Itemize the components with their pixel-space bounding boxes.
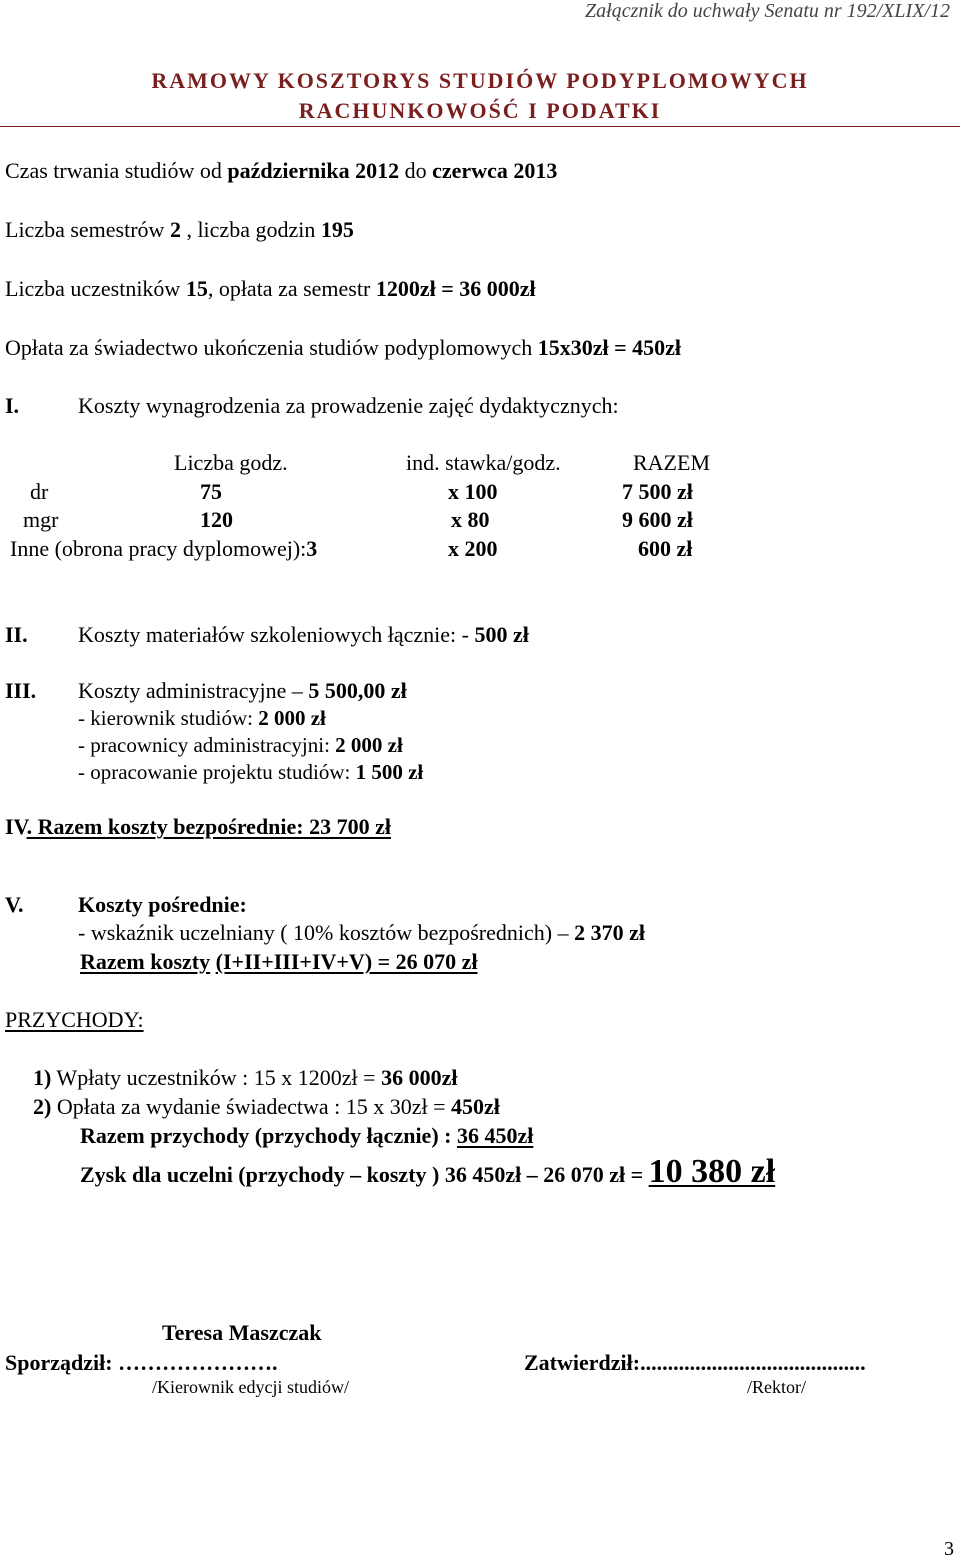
section-2-label: Koszty materiałów szkoleniowych łącznie: -: [78, 622, 475, 647]
attachment-note: Załącznik do uchwały Senatu nr 192/XLIX/12: [585, 0, 950, 22]
col-header-hours: Liczba godz.: [174, 450, 288, 475]
prepared-by-label: Sporządził: ………………….: [5, 1350, 278, 1375]
row-other-hours: 3: [306, 536, 318, 561]
indicator-value: 2 370 zł: [574, 920, 645, 945]
income-heading: PRZYCHODY:: [5, 1007, 144, 1032]
approved-by-label: Zatwierdził:.........................................: [524, 1350, 866, 1375]
row-mgr-rate: x 80: [451, 507, 490, 532]
income-item-1: [33, 1065, 457, 1091]
total-costs-label: Razem koszty: [80, 949, 211, 974]
income-total-line: [80, 1123, 533, 1149]
income-total-value: 36 450zł: [456, 1123, 534, 1148]
row-dr-rate: x 100: [448, 479, 498, 504]
section-1-title: Koszty wynagrodzenia za prowadzenie zajęć dydaktycznych:: [78, 393, 619, 418]
section-1-heading: [5, 393, 19, 419]
row-other-rate: x 200: [448, 536, 498, 561]
hours-value: 195: [320, 217, 354, 242]
hours-label: , liczba godzin: [180, 217, 321, 242]
participants-label: Liczba uczestników: [5, 276, 186, 301]
income-item-1-value: 36 000zł: [381, 1065, 458, 1090]
col-header-total: RAZEM: [633, 450, 710, 475]
row-dr-total: 7 500 zł: [622, 479, 693, 504]
fee-label: , opłata za semestr: [207, 276, 376, 301]
section-2-line: [78, 622, 529, 648]
admin-item-1-value: 2 000 zł: [258, 706, 326, 730]
row-mgr-total: 9 600 zł: [622, 507, 693, 532]
section-4-line: [5, 814, 391, 840]
income-item-1-number: 1): [33, 1065, 52, 1090]
section-1-number: I.: [5, 393, 20, 418]
admin-item-1-label: - kierownik studiów:: [78, 706, 259, 730]
income-item-2-label: Opłata za wydanie świadectwa : 15 x 30zł =: [51, 1094, 452, 1119]
duration-from: października 2012: [227, 158, 400, 183]
section-3-value: 5 500,00 zł: [308, 678, 407, 703]
row-dr-hours: 75: [200, 479, 222, 504]
duration-label: Czas trwania studiów od: [5, 158, 228, 183]
section-4-number: IV: [5, 814, 27, 839]
admin-item-2-label: - pracownicy administracyjni:: [78, 733, 336, 757]
row-other-total: 600 zł: [638, 536, 693, 561]
section-2-number: II.: [5, 622, 28, 647]
certificate-label: Opłata za świadectwo ukończenia studiów podyplomowych: [5, 335, 538, 360]
preparer-name: Teresa Maszczak: [162, 1320, 322, 1345]
income-item-1-label: Wpłaty uczestników : 15 x 1200zł =: [51, 1065, 382, 1090]
admin-item-2: [78, 732, 403, 758]
profit-value: 10 380 zł: [648, 1153, 776, 1190]
section-5-title: Koszty pośrednie:: [78, 892, 247, 917]
admin-item-3-value: 1 500 zł: [355, 760, 424, 784]
document-subtitle: RACHUNKOWOŚĆ I PODATKI: [298, 98, 662, 123]
profit-line: [80, 1150, 775, 1194]
section-3-line: [78, 678, 407, 704]
income-item-2-number: 2): [33, 1094, 52, 1119]
admin-item-2-value: 2 000 zł: [335, 733, 403, 757]
row-other: [10, 536, 317, 562]
total-costs-line: [80, 949, 478, 975]
semesters-label: Liczba semestrów: [5, 217, 170, 242]
profit-label: Zysk dla uczelni (przychody – koszty ) 36 450zł – 26 070 zł =: [80, 1162, 649, 1187]
admin-item-1: [78, 705, 326, 731]
participants-line: [5, 276, 536, 302]
indicator-label: - wskaźnik uczelniany ( 10% kosztów bezpośrednich) –: [78, 920, 575, 945]
semesters-value: 2: [169, 217, 181, 242]
income-item-2-value: 450zł: [451, 1094, 500, 1119]
section-4-total: . Razem koszty bezpośrednie: 23 700 zł: [26, 814, 391, 839]
preparer-role: /Kierownik edycji studiów/: [152, 1377, 349, 1397]
page-number: 3: [944, 1538, 954, 1560]
row-mgr-hours: 120: [200, 507, 233, 532]
section-2-value: 500 zł: [474, 622, 529, 647]
participants-value: 15: [185, 276, 208, 301]
duration-to: czerwca 2013: [432, 158, 558, 183]
title-divider: [0, 126, 960, 127]
admin-item-3-label: - opracowanie projektu studiów:: [78, 760, 356, 784]
row-dr-label: dr: [30, 479, 49, 504]
section-3-number: III.: [5, 678, 37, 703]
fee-value: 1200zł = 36 000zł: [375, 276, 536, 301]
duration-mid: do: [399, 158, 433, 183]
semesters-line: [5, 217, 354, 243]
income-total-label: Razem przychody (przychody łącznie) :: [80, 1123, 457, 1148]
col-header-rate: ind. stawka/godz.: [406, 450, 561, 475]
document-title: RAMOWY KOSZTORYS STUDIÓW PODYPLOMOWYCH: [151, 68, 809, 93]
row-other-label: Inne (obrona pracy dyplomowej):: [10, 536, 307, 561]
section-3-label: Koszty administracyjne –: [78, 678, 309, 703]
total-costs-value: (I+II+III+IV+V) = 26 070 zł: [215, 949, 478, 974]
approver-role: /Rektor/: [747, 1377, 806, 1397]
section-5-number: V.: [5, 892, 24, 917]
certificate-value: 15x30zł = 450zł: [537, 335, 682, 360]
duration-line: [5, 158, 557, 184]
indicator-line: [78, 920, 645, 946]
row-mgr-label: mgr: [23, 507, 59, 532]
certificate-line: [5, 335, 681, 361]
admin-item-3: [78, 759, 423, 785]
income-item-2: [33, 1094, 500, 1120]
